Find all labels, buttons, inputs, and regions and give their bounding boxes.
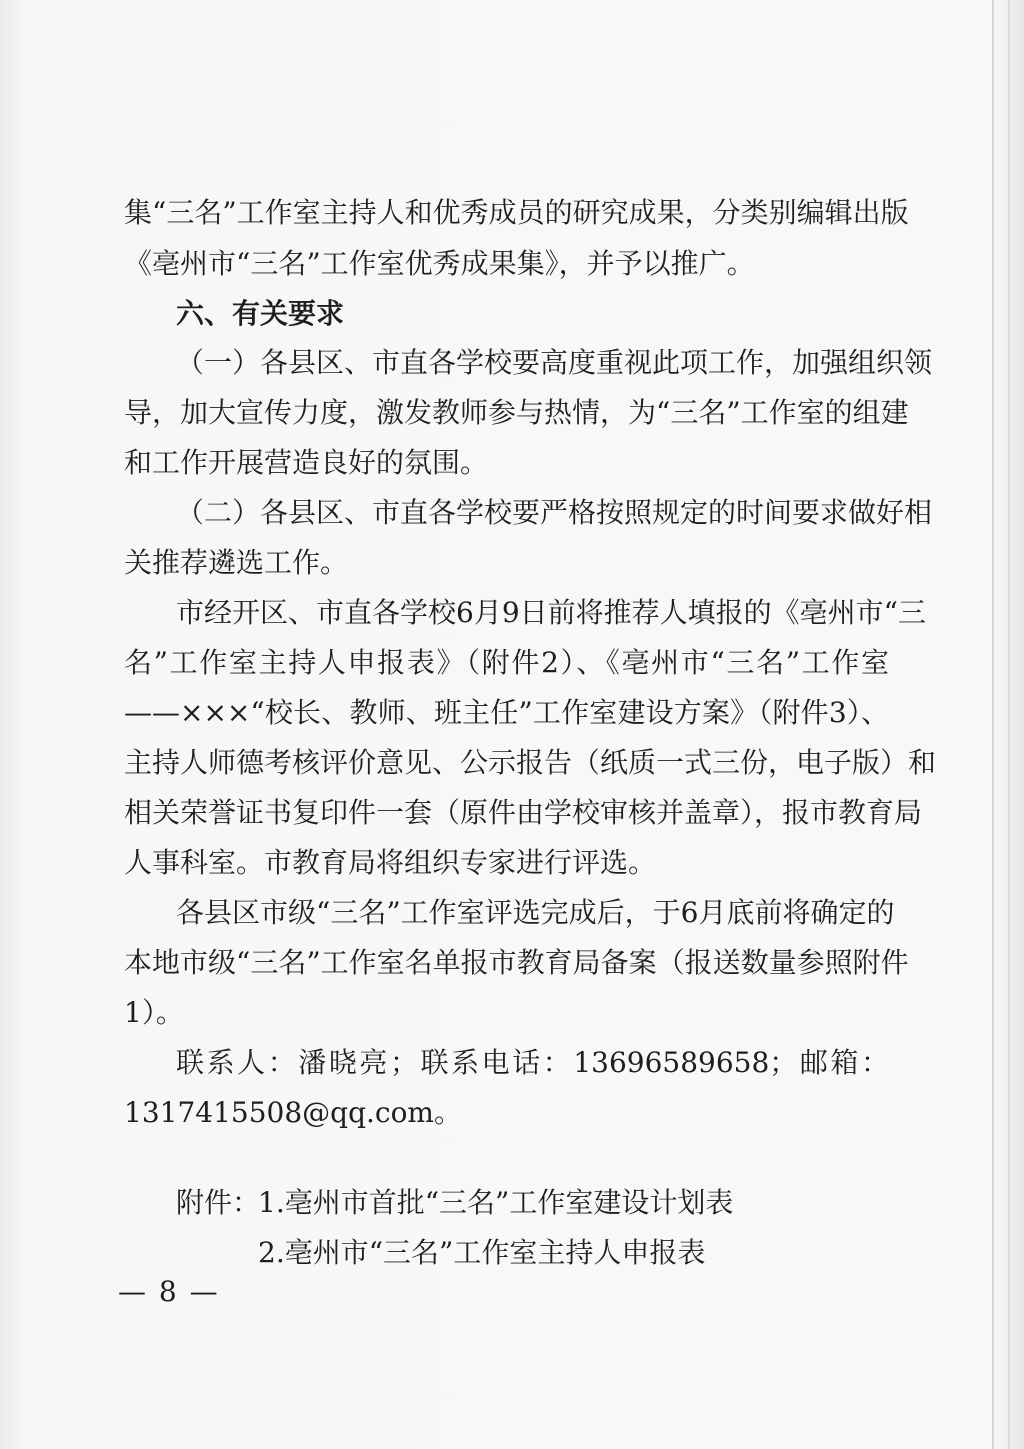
paragraph-line: （一）各县区、市直各学校要高度重视此项工作，加强组织领 <box>176 346 933 379</box>
scan-edge-line <box>992 0 994 1449</box>
paragraph-line: 本地市级“三名”工作室名单报市教育局备案（报送数量参照附件 <box>124 946 909 979</box>
section-heading: 六、有关要求 <box>176 297 345 330</box>
paragraph-line: 1）。 <box>124 996 184 1029</box>
paragraph-line: 主持人师德考核评价意见、公示报告（纸质一式三份，电子版）和 <box>124 746 937 779</box>
contact-line: 联系人：潘晓亮；联系电话：13696589658；邮箱： <box>176 1046 889 1079</box>
paragraph-line: 集“三名”工作室主持人和优秀成员的研究成果，分类别编辑出版 <box>124 196 909 229</box>
attachment-item: 2.亳州市“三名”工作室主持人申报表 <box>258 1236 706 1269</box>
paragraph-line: ——×××“校长、教师、班主任”工作室建设方案》（附件3）、 <box>124 696 889 729</box>
paragraph-line: 导，加大宣传力度，激发教师参与热情，为“三名”工作室的组建 <box>124 396 909 429</box>
paragraph-line: 人事科室。市教育局将组织专家进行评选。 <box>124 846 657 879</box>
paragraph-line: （二）各县区、市直各学校要严格按照规定的时间要求做好相 <box>176 496 933 529</box>
paragraph-line: 《亳州市“三名”工作室优秀成果集》，并予以推广。 <box>124 247 755 280</box>
scan-edge-line <box>1008 0 1010 1449</box>
paragraph-line: 各县区市级“三名”工作室评选完成后，于6月底前将确定的 <box>176 896 895 929</box>
paragraph-line: 名”工作室主持人申报表》（附件2）、《亳州市“三名”工作室 <box>124 646 889 679</box>
contact-email-line: 1317415508@qq.com。 <box>124 1096 462 1129</box>
paragraph-line: 相关荣誉证书复印件一套（原件由学校审核并盖章），报市教育局 <box>124 796 923 829</box>
paragraph-line: 和工作开展营造良好的氛围。 <box>124 446 489 479</box>
paragraph-line: 关推荐遴选工作。 <box>124 546 349 579</box>
paragraph-line: 市经开区、市直各学校6月9日前将推荐人填报的《亳州市“三 <box>176 596 926 629</box>
page-number: — 8 — <box>118 1275 220 1308</box>
attachment-item: 1.亳州市首批“三名”工作室建设计划表 <box>258 1186 734 1219</box>
attachments-label: 附件： <box>176 1186 261 1219</box>
